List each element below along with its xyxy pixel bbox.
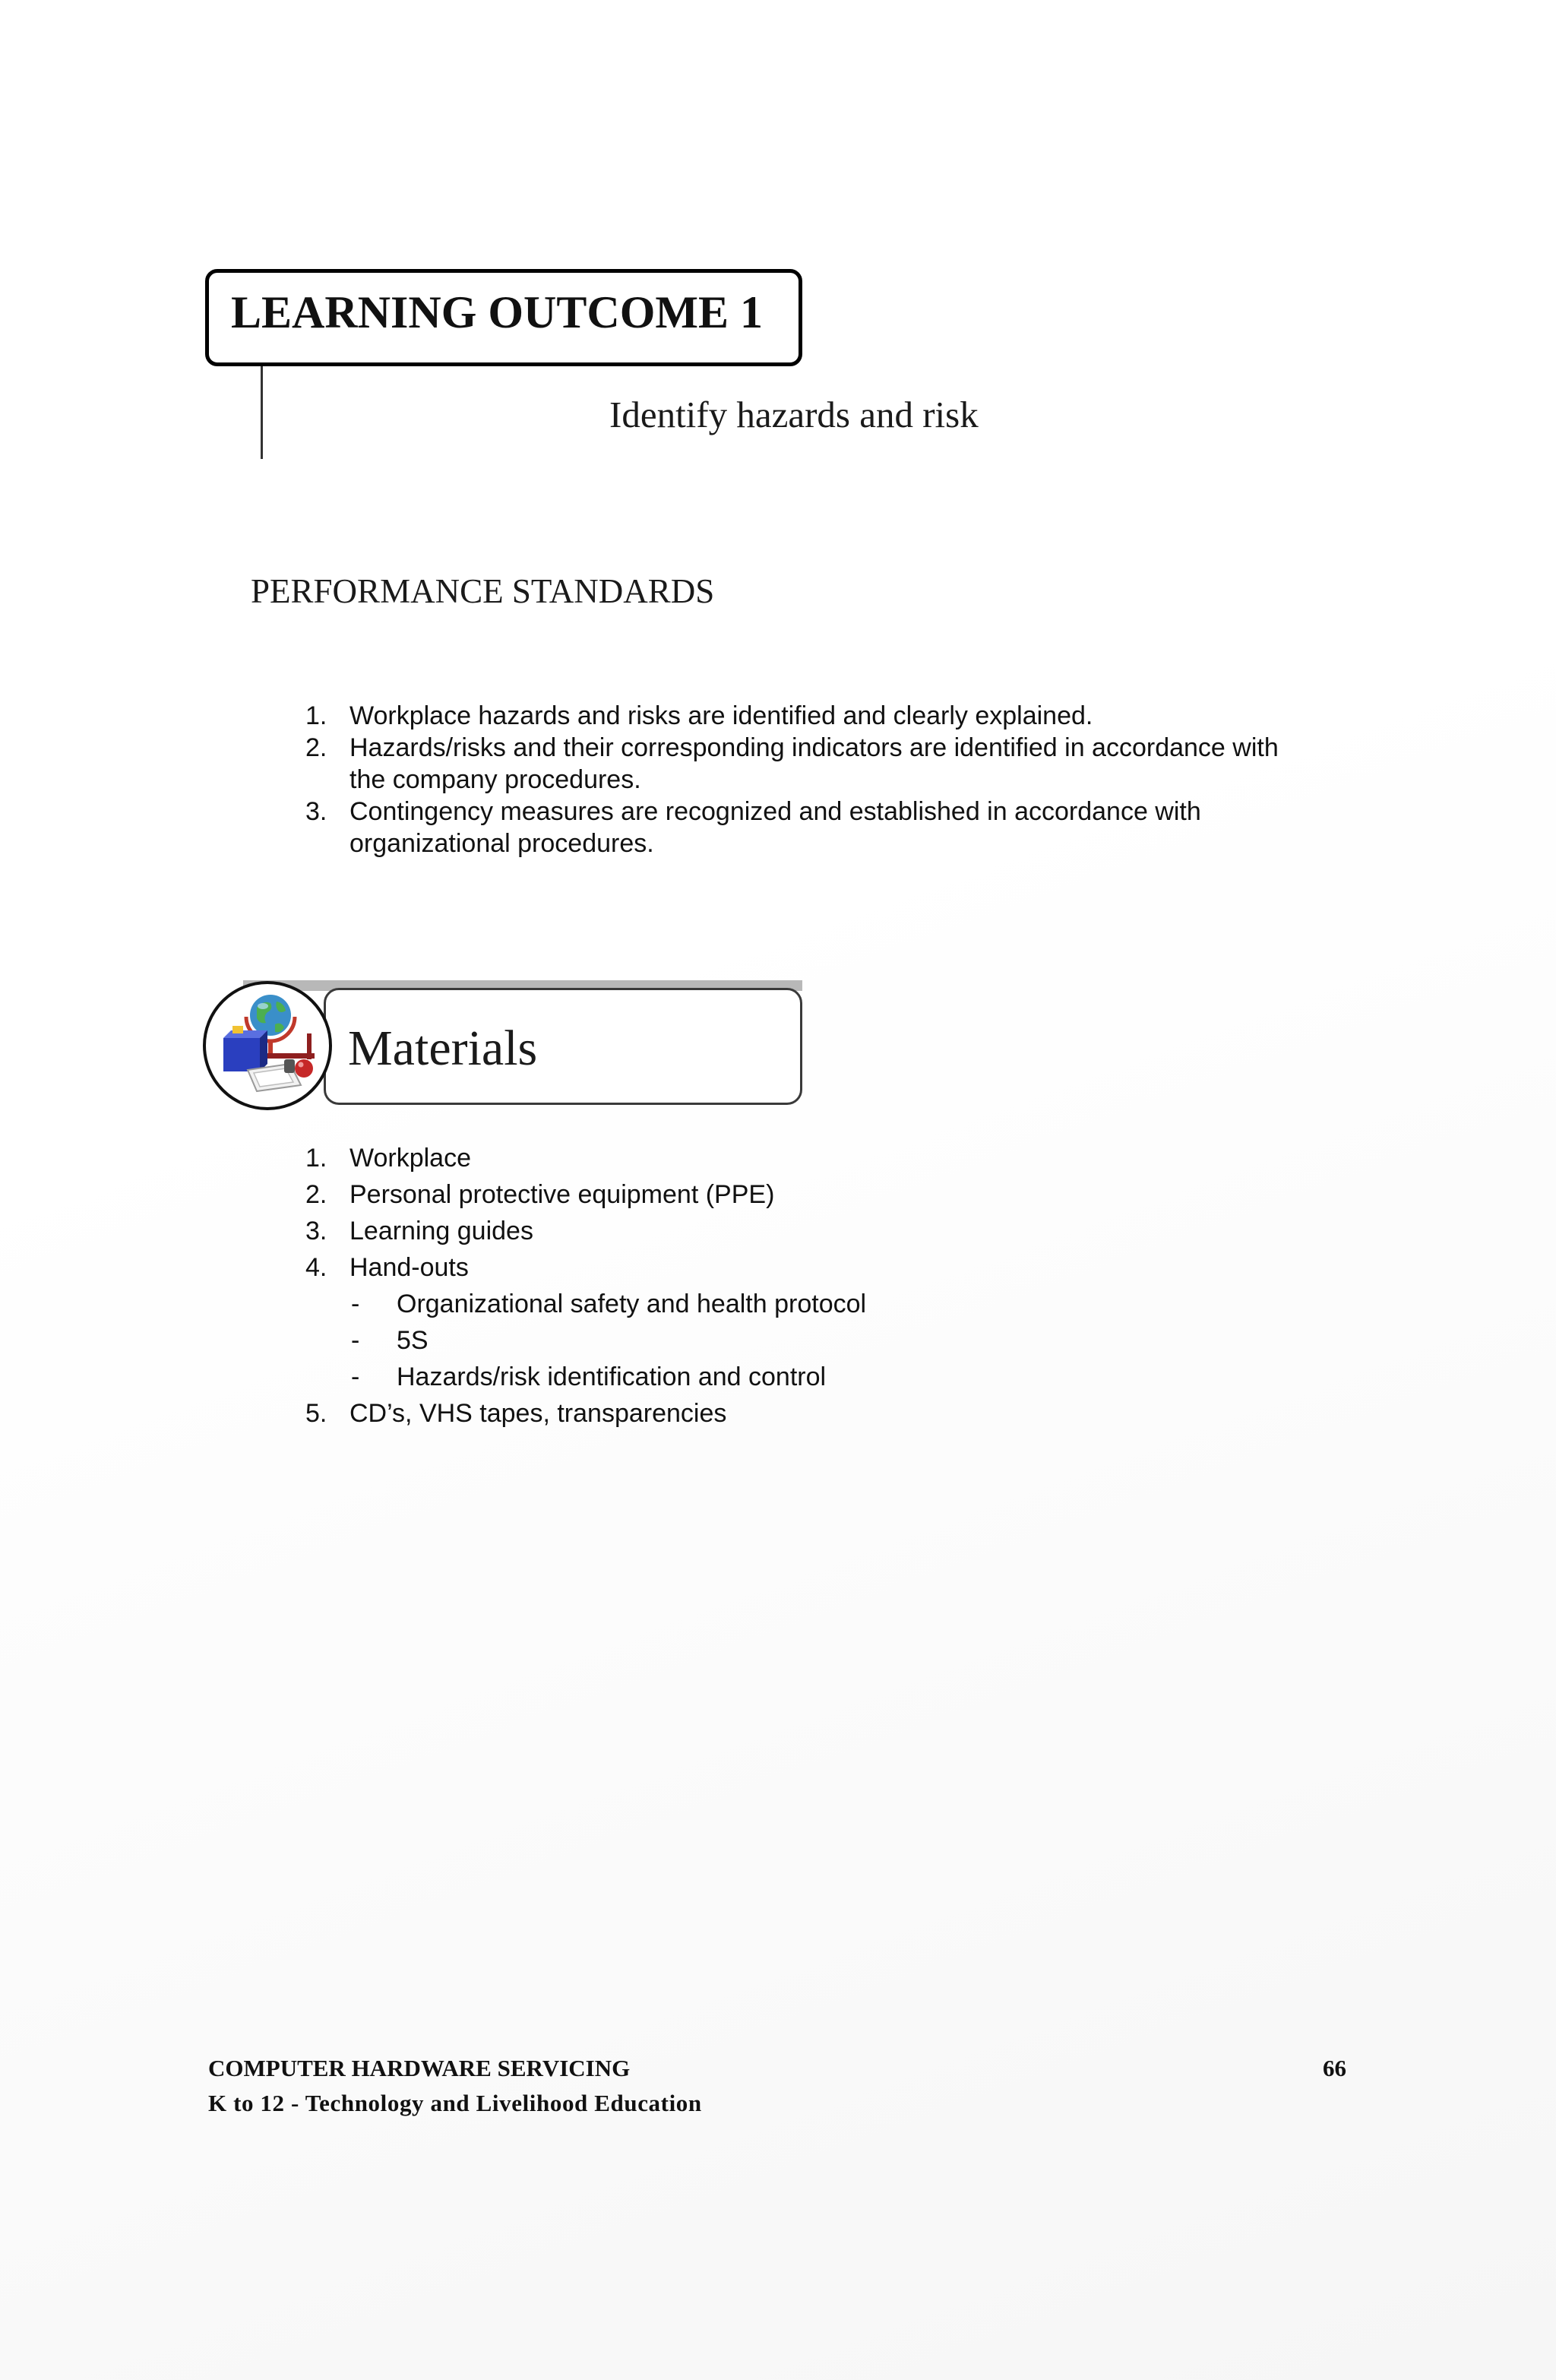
performance-standards-heading: PERFORMANCE STANDARDS [251,572,715,610]
footer-subject: COMPUTER HARDWARE SERVICING [208,2055,631,2081]
list-item-number: 4. [305,1253,327,1282]
performance-standards-list [305,700,1292,859]
materials-heading: Materials [348,1021,538,1076]
list-item-number: 2. [305,1180,327,1209]
list-item-text: Contingency measures are recognized and established in accordance with organizational procedures. [349,797,1201,858]
sub-list-item-text: 5S [397,1326,429,1355]
list-item [305,1176,866,1213]
list-item-text: Workplace hazards and risks are identified and clearly explained. [349,701,1093,730]
list-item [305,1213,866,1249]
list-item [305,700,1292,732]
sub-list-item [351,1322,866,1359]
ball-highlight [299,1062,304,1068]
sub-list-item [351,1359,866,1395]
footer-program: K to 12 - Technology and Livelihood Education [208,2090,702,2116]
materials-globe-icon [201,979,334,1112]
learning-outcome-subtitle: Identify hazards and risk [609,394,979,435]
list-item-text: Workplace [349,1144,471,1173]
page-number: 66 [1323,2055,1346,2081]
list-item [305,1249,866,1286]
list-item-text: CD’s, VHS tapes, transparencies [349,1399,727,1428]
globe-icon [250,995,291,1036]
desk-leg [307,1033,312,1059]
list-item-text: Personal protective equipment (PPE) [349,1180,775,1209]
sub-list-item-text: Organizational safety and health protocol [397,1290,867,1318]
tape-icon [284,1059,295,1073]
list-item-number: 1. [305,1144,327,1173]
materials-heading-box [324,988,802,1105]
globe-highlight [258,1003,268,1009]
list-item [305,796,1292,859]
list-item [305,1395,866,1432]
sub-list-bullet: - [351,1290,360,1318]
list-item-text: Learning guides [349,1217,533,1245]
sub-list-bullet: - [351,1326,360,1355]
list-item-number: 3. [305,1217,327,1245]
box-icon [223,1038,260,1071]
sub-list-item-text: Hazards/risk identification and control [397,1362,827,1391]
connector-line [261,366,263,459]
list-item-number: 2. [305,733,327,762]
list-item-number: 3. [305,797,327,826]
materials-list [305,1140,866,1432]
list-item [305,732,1292,796]
learning-outcome-box [205,269,802,366]
list-item-number: 1. [305,701,327,730]
sub-list-bullet: - [351,1362,360,1391]
sub-list-item [351,1286,866,1322]
box-item [232,1026,243,1033]
list-item-text: Hand-outs [349,1253,469,1282]
red-ball-icon [295,1059,313,1078]
box-top [223,1030,267,1038]
list-item [305,1140,866,1176]
list-item-text: Hazards/risks and their corresponding indicators are identified in accordance with the company procedures. [349,733,1279,794]
list-item-number: 5. [305,1399,327,1428]
learning-outcome-title: LEARNING OUTCOME 1 [231,287,764,337]
